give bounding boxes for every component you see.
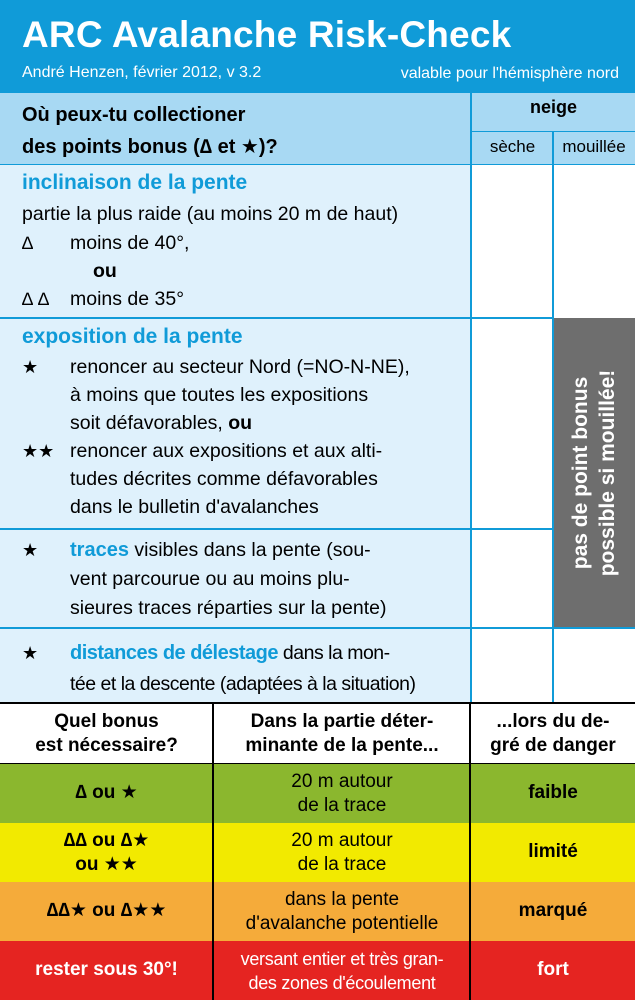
wet-snow-no-bonus-note [567,323,621,623]
star-icon: ★ [22,357,39,377]
bonus-cell: rester sous 30°! [35,959,178,980]
question-line-1: Où peux-tu collectioner [22,104,246,126]
bonus-cell: ∆∆★ ou ∆★★ [46,900,167,921]
tracks-line-2: vent parcourue ou au moins plu- [70,568,350,590]
wet-snow-header: mouillée [562,137,626,156]
bonus-cell: ∆∆ ou ∆★ ou ★★ [63,830,150,875]
slope-option-2: moins de 35° [70,288,185,310]
exposure-line-6: dans le bulletin d'avalanches [70,496,319,518]
tracks-line-3: sieures traces réparties sur la pente) [70,597,387,619]
area-cell: dans la pente d'avalanche potentielle [245,889,439,934]
slope-title: inclinaison de la pente [22,171,248,194]
danger-level-cell: limité [528,841,578,862]
hemisphere-note: valable pour l'hémisphère nord [400,65,619,82]
grey-note-line-2: possible si mouillée! [596,369,619,577]
double-delta-icon: ∆ ∆ [22,289,50,309]
slope-option-1: moins de 40°, [70,232,190,254]
double-star-icon: ★★ [22,441,55,461]
star-icon: ★ [22,643,39,663]
danger-level-cell: fort [537,959,569,980]
delta-icon: ∆ [22,233,34,253]
area-cell: 20 m autour de la trace [291,830,393,875]
slope-line-1: partie la plus raide (au moins 20 m de haut) [22,203,399,225]
question-line-2: des points bonus (∆ et ★)? [22,136,278,158]
slope-or: ou [93,260,117,282]
card-title: ARC Avalanche Risk-Check [22,14,512,55]
spacing-line-2: tée et la descente (adaptées à la situation) [70,673,416,695]
exposure-line-3: soit défavorables, ou [70,412,253,434]
snow-header: neige [529,97,577,117]
divider [469,704,471,1000]
exposure-line-4: renoncer aux expositions et aux alti- [70,440,383,462]
area-cell: 20 m autour de la trace [291,771,393,816]
grey-note-line-1: pas de point bonus [569,376,592,570]
bonus-column-header: Quel bonus est nécessaire? [35,711,178,756]
divider [0,164,635,165]
exposure-line-2: à moins que toutes les expositions [70,384,369,406]
exposure-line-5: tudes décrites comme défavorables [70,468,378,490]
tracks-line-1: traces visibles dans la pente (sou- [70,539,371,561]
divider [470,93,472,704]
exposure-line-1: renoncer au secteur Nord (=NO-N-NE), [70,356,410,378]
author-version: André Henzen, février 2012, v 3.2 [22,64,262,81]
area-cell: versant entier et très gran- des zones d'écoulement [240,949,444,993]
bonus-cell: ∆ ou ★ [75,782,138,803]
exposure-title: exposition de la pente [22,325,243,348]
table-row [0,823,635,882]
divider [0,627,635,629]
dry-snow-header: sèche [489,137,536,156]
danger-level-cell: marqué [518,900,588,921]
area-column-header: Dans la partie déter- minante de la pente... [245,711,439,756]
spacing-line-1: distances de délestage dans la mon- [70,642,390,664]
divider [212,704,214,1000]
danger-column-header: ...lors du de- gré de danger [490,711,616,756]
table-row [0,941,635,1000]
star-icon: ★ [22,540,39,560]
table-row [0,764,635,823]
danger-level-cell: faible [528,782,578,803]
divider [552,131,554,704]
divider [0,763,635,764]
table-row [0,882,635,941]
